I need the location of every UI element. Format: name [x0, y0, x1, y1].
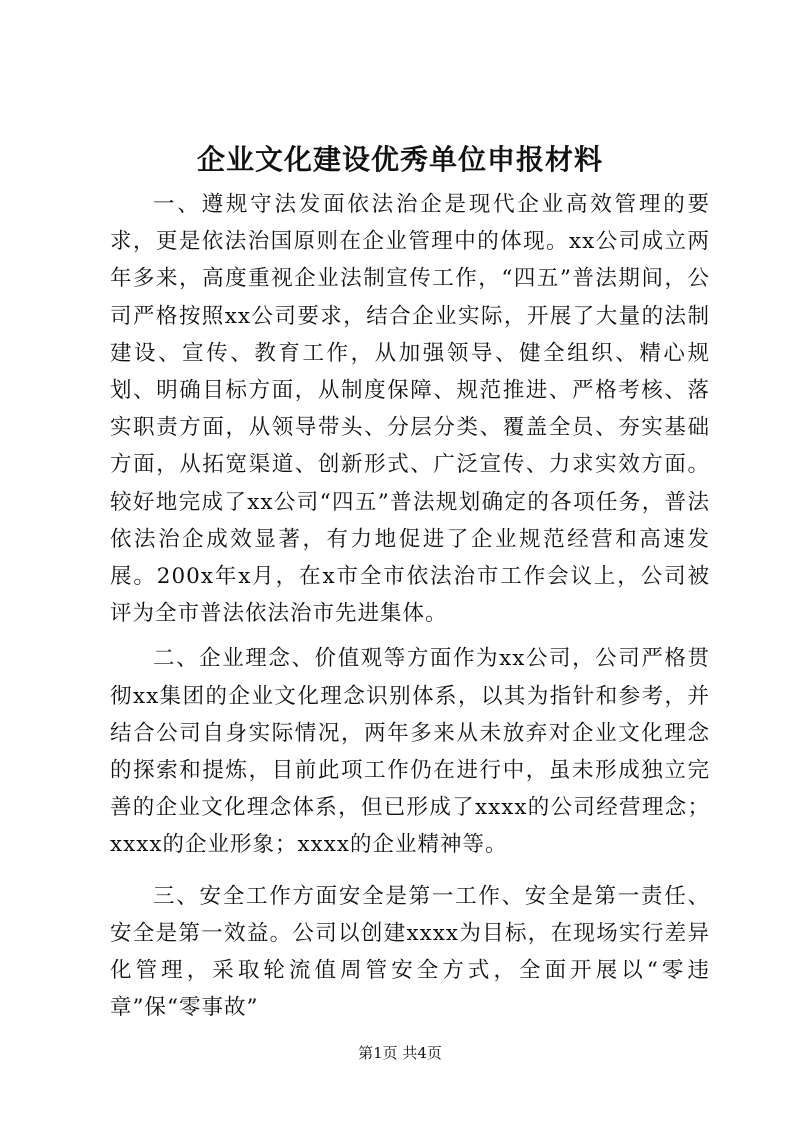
page-number-footer: 第1页 共4页 — [358, 1044, 442, 1062]
document-title: 企业文化建设优秀单位申报材料 — [196, 143, 603, 176]
paragraph-safety-work: 三、安全工作方面安全是第一工作、安全是第一责任、安全是第一效益。公司以创建xxxx为目标，在现场实行差异化管理，采取轮流值周管安全方式，全面开展以“零违章”保“零事故” — [110, 883, 710, 1021]
paragraph-corporate-philosophy: 二、企业理念、价值观等方面作为xx公司，公司严格贯彻xx集团的企业文化理念识别体系，以其为指针和参考，并结合公司自身实际情况，两年多来从未放弃对企业文化理念的探索和提炼，目前此项工作仍在进行中，虽未形成独立完善的企业文化理念体系，但已形成了xxxx的公司经营理念；xxxx的企业形象；xxxx的企业精神等。 — [110, 646, 710, 858]
paragraph-compliance: 一、遵规守法发面依法治企是现代企业高效管理的要求，更是依法治国原则在企业管理中的体现。xx公司成立两年多来，高度重视企业法制宣传工作，“四五”普法期间，公司严格按照xx公司要求，结合企业实际，开展了大量的法制建设、宣传、教育工作，从加强领导、健全组织、精心规划、明确目标方面，从制度保障、规范推进、严格考核、落实职责方面，从领导带头、分层分类、覆盖全员、夯实基础方面，从拓宽渠道、创新形式、广泛宣传、力求实效方面。较好地完成了xx公司“四五”普法规划确定的各项任务，普法依法治企成效显著，有力地促进了企业规范经营和高速发展。200x年x月，在x市全市依法治市工作会议上，公司被评为全市普法依法治市先进集体。 — [110, 192, 710, 627]
document-body — [110, 186, 710, 1026]
